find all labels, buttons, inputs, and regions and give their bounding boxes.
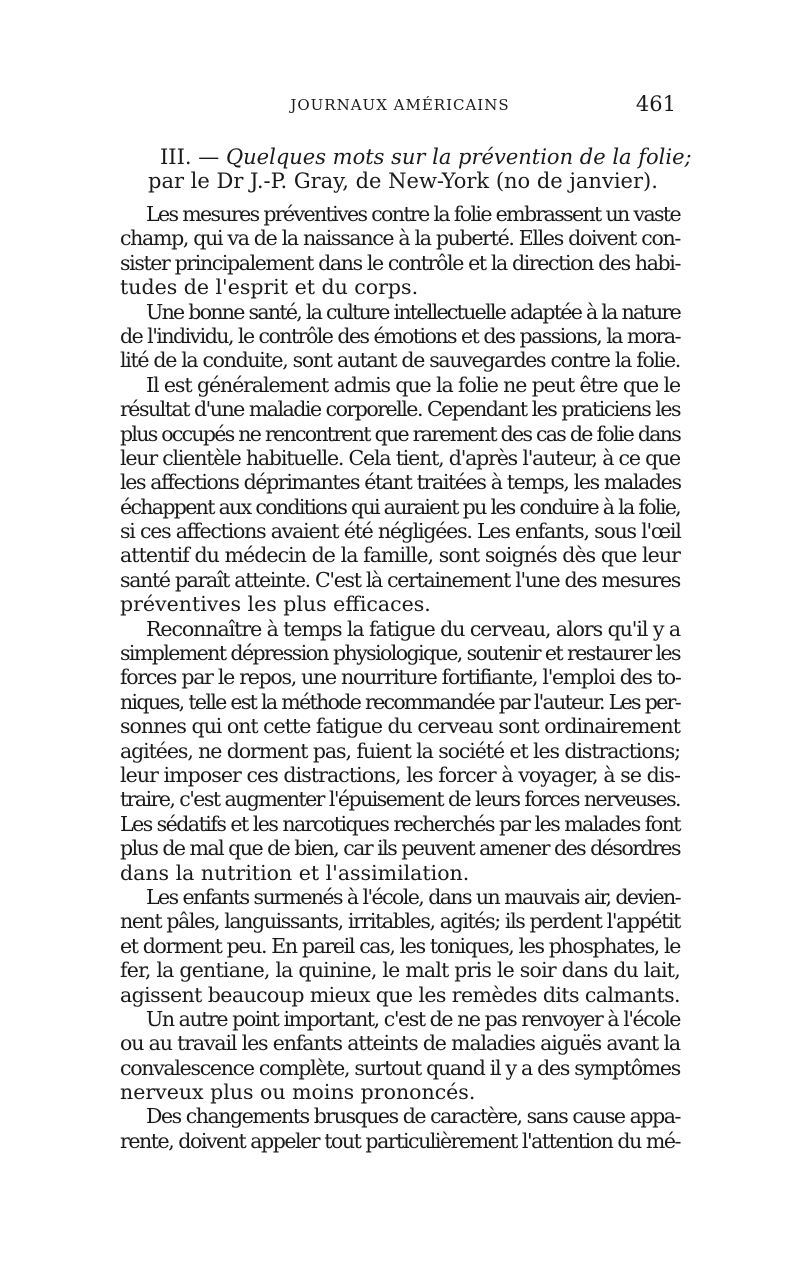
page-number: 461 (635, 92, 676, 116)
text-line: agitées, ne dorment pas, fuient la société et les distractions; (120, 738, 680, 763)
text-line: Les enfants surmenés à l'école, dans un mauvais air, devien- (146, 884, 680, 909)
text-line: forces par le repos, une nourriture fortifiante, l'emploi des to- (120, 665, 681, 690)
text-line: dans la nutrition et l'assimilation. (120, 860, 470, 885)
running-head (120, 92, 680, 120)
text-line: résultat d'une maladie corporelle. Cependant les praticiens les (120, 397, 680, 422)
text-line: traire, c'est augmenter l'épuisement de leurs forces nerveuses. (120, 787, 681, 812)
section-number: III. — (160, 145, 220, 169)
text-line: plus de mal que de bien, car ils peuvent amener des désordres (120, 836, 680, 861)
text-line: agissent beaucoup mieux que les remèdes dits calmants. (120, 982, 680, 1007)
text-line: échappent aux conditions qui auraient pu les conduire à la folie, (120, 494, 680, 519)
text-line: et dorment peu. En pareil cas, les toniques, les phosphates, le (120, 933, 680, 958)
section-byline: par le Dr J.-P. Gray, de New-York (no de janvier). (148, 169, 658, 193)
text-line: leur imposer ces distractions, les forcer à voyager, à se dis- (120, 762, 680, 787)
text-line: niques, telle est la méthode recommandée par l'auteur. Les per- (120, 689, 680, 714)
text-line: préventives les plus efficaces. (120, 592, 431, 617)
running-title: JOURNAUX AMÉRICAINS (290, 96, 510, 114)
text-line: fer, la gentiane, la quinine, le malt pris le soir dans du lait, (120, 958, 680, 983)
text-line: attentif du médecin de la famille, sont soignés dès que leur (120, 543, 680, 568)
text-line: Des changements brusques de caractère, sans cause appa- (146, 1104, 680, 1129)
text-line: nent pâles, languissants, irritables, agités; ils perdent l'appétit (120, 909, 680, 934)
text-line: rente, doivent appeler tout particulièrement l'attention du mé- (120, 1128, 680, 1153)
text-line: Un autre point important, c'est de ne pas renvoyer à l'école (146, 1006, 680, 1031)
section-heading (120, 145, 692, 193)
text-line: nerveux plus ou moins prononcés. (120, 1080, 476, 1105)
text-line: sister principalement dans le contrôle et la direction des habi- (120, 250, 680, 275)
body-text (120, 202, 680, 1153)
text-line: tudes de l'esprit et du corps. (120, 275, 419, 300)
text-line: Les mesures préventives contre la folie embrassent un vaste (146, 202, 680, 226)
text-line: santé paraît atteinte. C'est là certainement l'une des mesures (120, 567, 680, 592)
text-line: Il est généralement admis que la folie ne peut être que le (146, 372, 680, 397)
text-line: lité de la conduite, sont autant de sauvegardes contre la folie. (120, 348, 680, 373)
section-title: Quelques mots sur la prévention de la folie; (225, 145, 692, 169)
text-line: Reconnaître à temps la fatigue du cerveau, alors qu'il y a (146, 616, 680, 641)
text-line: sonnes qui ont cette fatigue du cerveau sont ordinairement (120, 714, 680, 739)
text-line: plus occupés ne rencontrent que rarement des cas de folie dans (120, 421, 680, 446)
text-line: de l'individu, le contrôle des émotions et des passions, la mora- (120, 323, 680, 348)
text-line: Une bonne santé, la culture intellectuelle adaptée à la nature (146, 299, 680, 324)
section-title-line (120, 145, 692, 169)
text-line: Les sédatifs et les narcotiques recherchés par les malades font (120, 811, 680, 836)
text-line: les affections déprimantes étant traitées à temps, les malades (120, 470, 681, 495)
text-line: ou au travail les enfants atteints de maladies aiguës avant la (120, 1031, 680, 1056)
text-line: leur clientèle habituelle. Cela tient, d'après l'auteur, à ce que (120, 445, 680, 470)
text-line: simplement dépression physiologique, soutenir et restaurer les (120, 641, 680, 666)
text-line: champ, qui va de la naissance à la puberté. Elles doivent con- (120, 226, 680, 251)
text-line: si ces affections avaient été négligées. Les enfants, sous l'œil (120, 519, 681, 544)
text-line: convalescence complète, surtout quand il y a des symptômes (120, 1055, 681, 1080)
